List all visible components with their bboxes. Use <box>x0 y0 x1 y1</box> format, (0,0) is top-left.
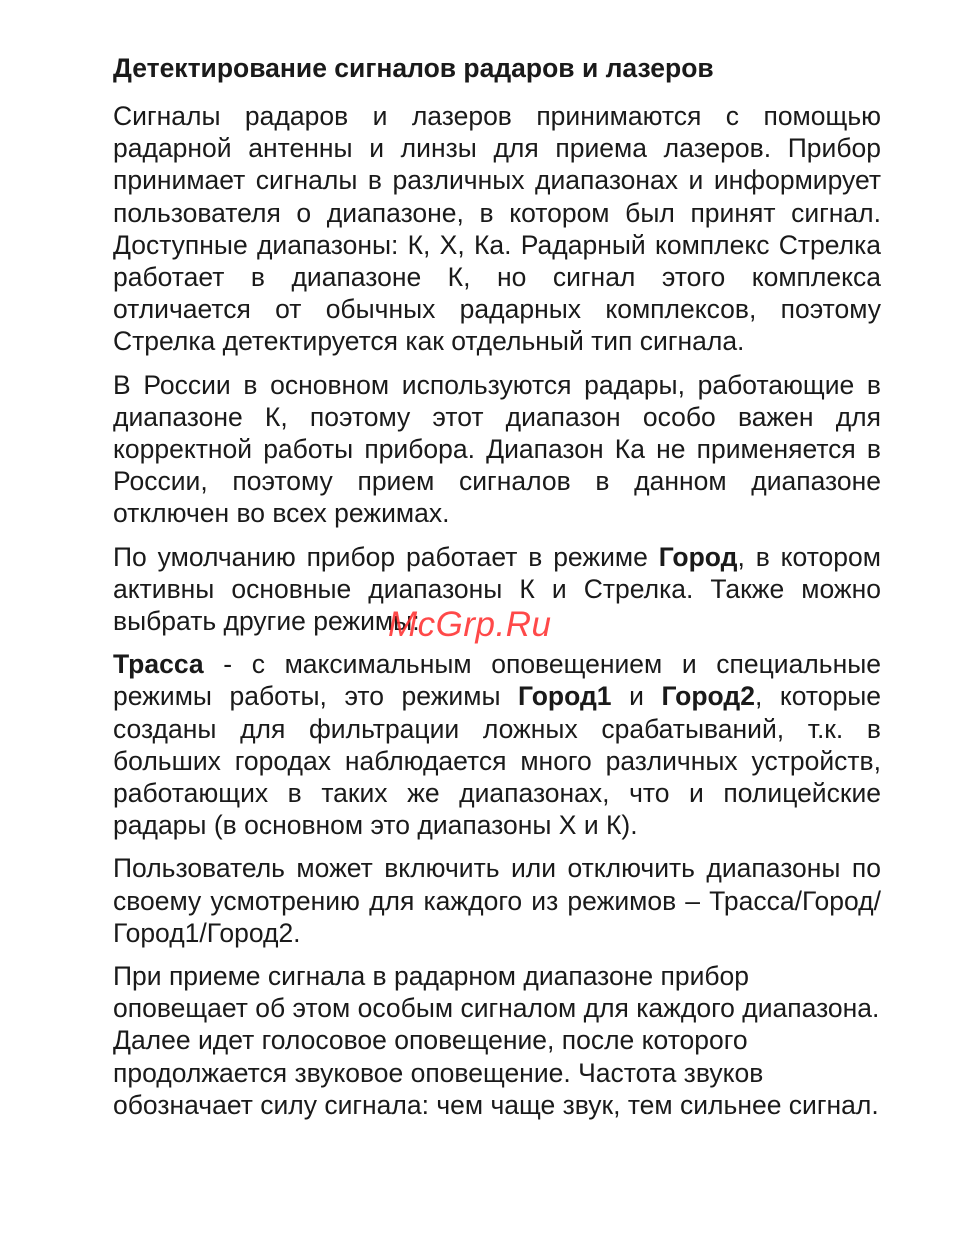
paragraph-russia-bands: В России в основном используются радары, работающие в диапазоне К, поэтому этот диапазон особо важен для корректной работы прибора. Диапазон Ка не применяется в России, поэтому прием сигналов в данном диапазоне отключен во всех режимах. <box>113 369 881 529</box>
paragraph-detection: Сигналы радаров и лазеров принимаются с помощью радарной антенны и линзы для приема лазеров. Прибор принимает сигналы в различных диапазонах и информирует пользователя о диапазоне, в котором был принят сигнал. Доступные диапазоны: К, Х, Ка. Радарный комплекс Стрелка работает в диапазоне К, но сигнал этого комплекса отличается от обычных радарных комплексов, поэтому Стрелка детектируется как отдельный тип сигнала. <box>113 101 881 357</box>
document-page <box>113 48 881 1132</box>
mode-name-city: Город <box>658 541 738 572</box>
mode-name-city1: Город1 <box>518 681 612 712</box>
watermark-logo: McGrp.Ru <box>388 605 552 644</box>
text-fragment: , в котором активны основные диапазоны К и Стрелка. Также можно выбрать другие режимы: <box>113 541 881 637</box>
paragraph-user-bands: Пользователь может включить или отключить диапазоны по своему усмотрению для каждого из режимов – Трасса/Город/Город1/Город2. <box>113 853 881 948</box>
mode-name-city2: Город2 <box>661 681 755 712</box>
text-fragment: и <box>611 681 662 712</box>
paragraph-modes <box>113 648 881 841</box>
text-fragment: По умолчанию прибор работает в режиме <box>113 541 659 572</box>
text-fragment: , которые созданы для фильтрации ложных срабатываний, т.к. в больших городах наблюдается много различных устройств, работающих в таких же диапазонах, что и полицейские радары (в основном это диапазоны Х и К). <box>113 681 882 841</box>
section-heading: Детектирование сигналов радаров и лазеров <box>113 53 714 83</box>
paragraph-alerts: При приеме сигнала в радарном диапазоне прибор оповещает об этом особым сигналом для каждого диапазона. Далее идет голосовое оповещение, после которого продолжается звуковое оповещение. Частота звуков обозначает силу сигнала: чем чаще звук, тем сильнее сигнал. <box>113 961 880 1120</box>
text-fragment: - с максимальным оповещением и специальные режимы работы, это режимы <box>113 649 881 712</box>
mode-name-highway: Трасса <box>113 649 204 680</box>
